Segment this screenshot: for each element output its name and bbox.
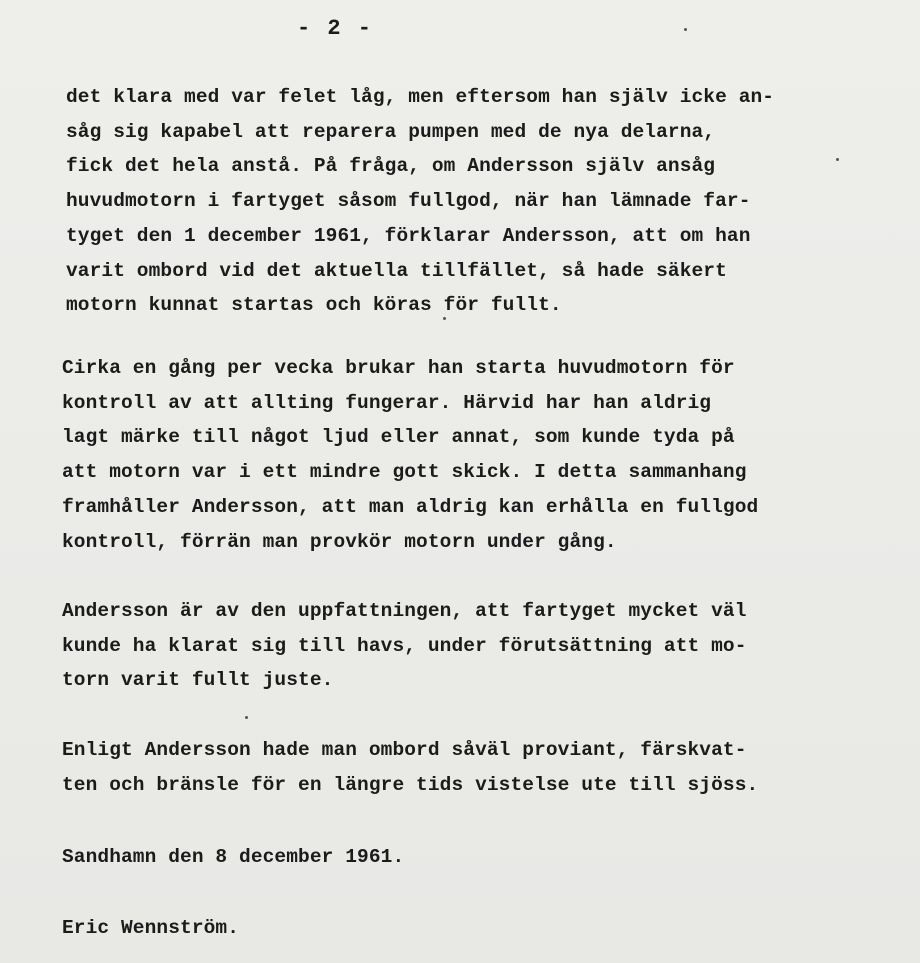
paragraph-weekly-check	[62, 351, 912, 559]
text-line: såg sig kapabel att reparera pumpen med de nya delarna,	[66, 120, 716, 143]
text-line: varit ombord vid det aktuella tillfället, så hade säkert	[66, 259, 727, 282]
text-line: det klara med var felet låg, men eftersom han själv icke an-	[66, 86, 775, 108]
text-line: ten och bränsle för en längre tids vistelse ute till sjöss.	[62, 773, 759, 796]
text-line: torn varit fullt juste.	[62, 669, 334, 692]
text-line: kunde ha klarat sig till havs, under förutsättning att mo-	[62, 634, 747, 657]
text-line: tyget den 1 december 1961, förklarar Andersson, att om han	[66, 224, 751, 247]
dateline	[62, 840, 912, 875]
paragraph-engine-repair	[66, 80, 916, 323]
paper-speck	[684, 28, 687, 31]
text-line: kontroll, förrän man provkör motorn under gång.	[62, 530, 617, 553]
text-line: huvudmotorn i fartyget såsom fullgod, när han lämnade far-	[66, 190, 751, 213]
dateline-text: Sandhamn den 8 december 1961.	[62, 846, 405, 868]
text-line: lagt märke till något ljud eller annat, som kunde tyda på	[62, 426, 735, 449]
page-number: - 2 -	[296, 16, 373, 41]
signature-text: Eric Wennström.	[62, 917, 240, 939]
paragraph-provisions	[62, 733, 912, 802]
paragraph-opinion	[62, 594, 912, 698]
paper-speck	[245, 716, 248, 719]
paper-speck	[836, 158, 839, 161]
signature	[62, 911, 912, 946]
text-line: Enligt Andersson hade man ombord såväl proviant, färskvat-	[62, 739, 747, 761]
text-line: att motorn var i ett mindre gott skick. I detta sammanhang	[62, 461, 747, 484]
text-line: Cirka en gång per vecka brukar han starta huvudmotorn för	[62, 357, 735, 379]
text-line: fick det hela anstå. På fråga, om Andersson själv ansåg	[66, 155, 716, 178]
text-line: kontroll av att allting fungerar. Härvid har han aldrig	[62, 391, 712, 414]
paper-speck	[443, 317, 446, 320]
text-line: framhåller Andersson, att man aldrig kan erhålla en fullgod	[62, 495, 759, 518]
text-line: motorn kunnat startas och köras för fullt.	[66, 294, 562, 317]
text-line: Andersson är av den uppfattningen, att fartyget mycket väl	[62, 600, 747, 622]
